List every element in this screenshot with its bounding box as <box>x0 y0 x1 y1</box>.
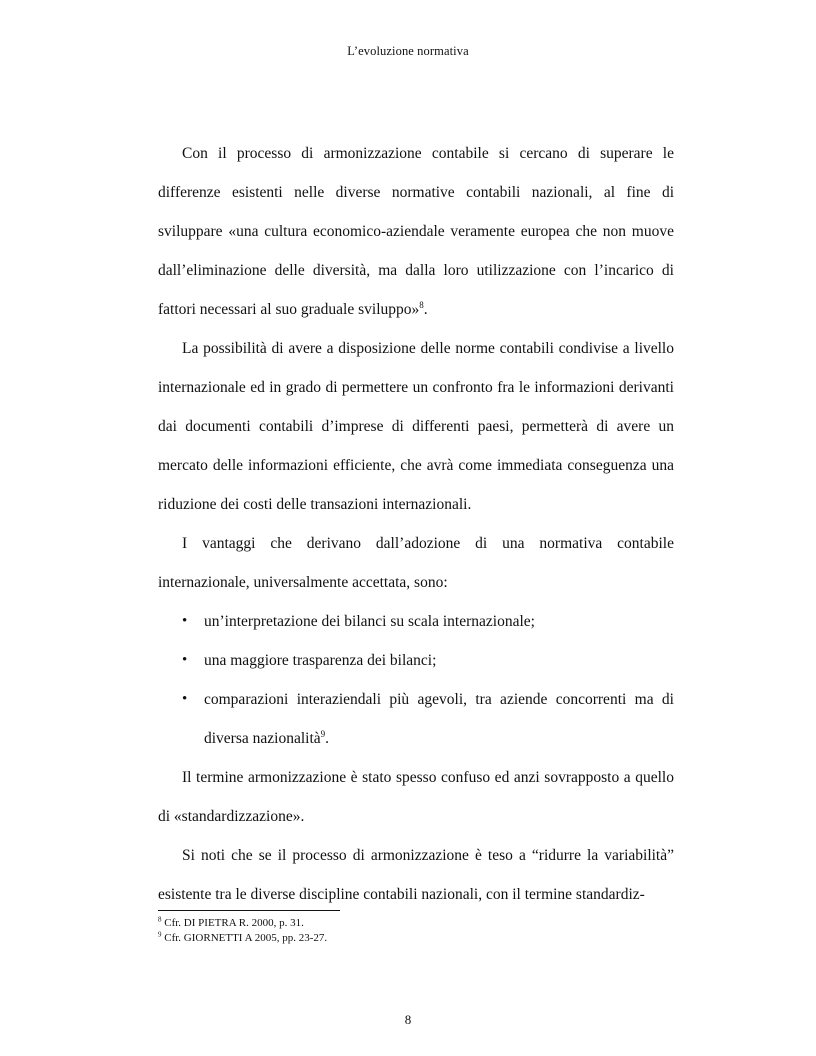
footnote-ref[interactable]: 9 <box>320 728 326 739</box>
paragraph: Si noti che se il processo di armonizzazione è teso a “ridurre la variabilità” esistente tra le diverse discipline contabili nazionali, con il termine standardiz- <box>158 847 674 903</box>
footnote-separator <box>158 910 340 911</box>
footnote-ref[interactable]: 8 <box>419 299 424 310</box>
list-item: • una maggiore trasparenza dei bilanci; <box>158 641 674 680</box>
bullet-icon: • <box>182 613 188 629</box>
advantages-list <box>158 602 674 758</box>
bullet-icon: • <box>182 691 188 707</box>
list-item: • comparazioni interaziendali più agevoli, tra aziende concorrenti ma di diversa nazionalità$^9$. <box>158 680 674 758</box>
footnotes <box>158 916 674 946</box>
running-header: L’evoluzione normativa <box>347 44 469 58</box>
paragraph: Il termine armonizzazione è stato spesso confuso ed anzi sovrapposto a quello di «standardizzazione». <box>158 769 674 825</box>
list-item: • un’interpretazione dei bilanci su scala internazionale; <box>158 602 674 641</box>
page-number: 8 <box>404 1012 412 1027</box>
body-text <box>158 134 674 914</box>
footnote: $^9$ Cfr. GIORNETTI A 2005, pp. 23-27. <box>158 930 328 944</box>
bullet-icon: • <box>182 652 188 668</box>
footnote: $^8$ Cfr. DI PIETRA R. 2000, p. 31. <box>158 915 304 929</box>
paragraph: Con il processo di armonizzazione contabile si cercano di superare le differenze esistenti nelle diverse normative contabili nazionali, al fine di sviluppare «una cultura economico-aziendale veramente europea che non muove dall’eliminazione delle diversità, ma dalla loro utilizzazione con l’incarico di fattori necessari al suo graduale sviluppo»$^8$. <box>158 145 674 318</box>
paragraph: I vantaggi che derivano dall’adozione di una normativa contabile internazionale, universalmente accettata, sono: <box>158 535 674 591</box>
paragraph: La possibilità di avere a disposizione delle norme contabili condivise a livello internazionale ed in grado di permettere un confronto fra le informazioni derivanti dai documenti contabili d’imprese di differenti paesi, permetterà di avere un mercato delle informazioni efficiente, che avrà come immediata conseguenza una riduzione dei costi delle transazioni internazionali. <box>158 340 674 513</box>
